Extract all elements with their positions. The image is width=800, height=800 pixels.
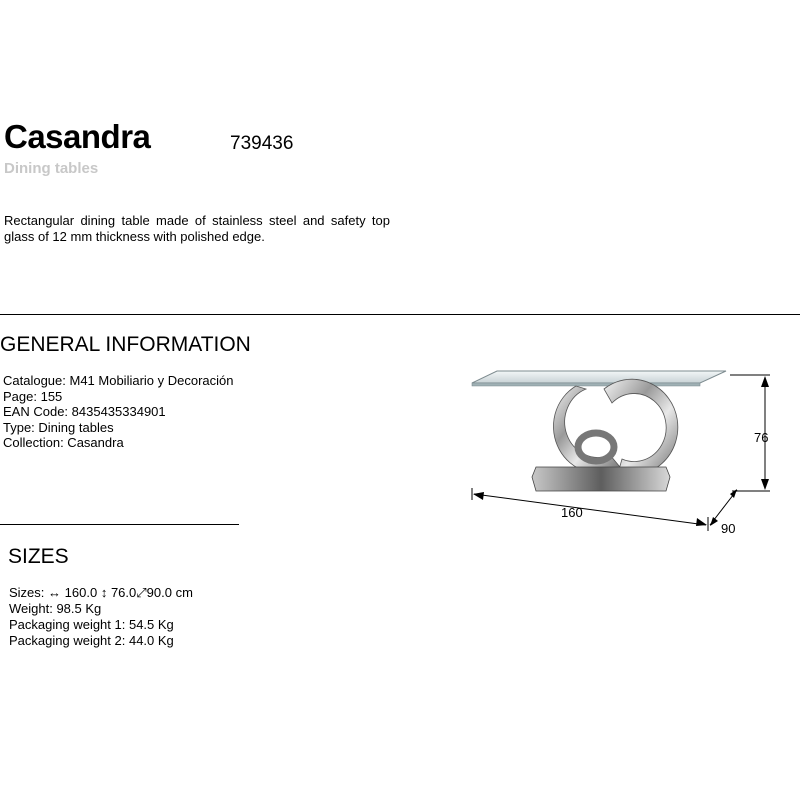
width-arrow-icon: ↔ xyxy=(48,585,62,600)
product-code: 739436 xyxy=(230,133,294,154)
depth-dimension-label: 90 xyxy=(721,521,736,536)
size-depth: 90.0 cm xyxy=(146,585,193,600)
sizes-line xyxy=(9,585,193,601)
steel-ring-base xyxy=(532,379,678,491)
width-dimension-label: 160 xyxy=(561,505,583,520)
ean-code-line: EAN Code: 8435435334901 xyxy=(3,404,166,419)
sizes-list xyxy=(9,585,193,649)
glass-top xyxy=(472,371,726,386)
section-divider xyxy=(0,314,800,315)
sizes-divider xyxy=(0,524,239,525)
page-line: Page: 155 xyxy=(3,388,63,404)
product-title: Casandra xyxy=(4,118,151,155)
collection-line: Collection: Casandra xyxy=(3,435,124,450)
product-category: Dining tables xyxy=(4,160,99,177)
packaging-weight-2-line: Packaging weight 2: 44.0 Kg xyxy=(9,633,174,648)
sizes-heading: SIZES xyxy=(8,545,69,568)
size-width: 160.0 xyxy=(64,585,98,600)
general-information-heading: GENERAL INFORMATION xyxy=(0,333,251,356)
general-information-list xyxy=(3,373,234,451)
height-dimension-label: 76 xyxy=(754,430,769,445)
type-line: Type: Dining tables xyxy=(3,419,114,435)
depth-arrow-icon: ⤢ xyxy=(136,585,147,600)
weight-line: Weight: 98.5 Kg xyxy=(9,601,102,616)
catalogue-line: Catalogue: M41 Mobiliario y Decoración xyxy=(3,373,234,388)
height-arrow-icon: ↕ xyxy=(97,585,111,600)
product-description: Rectangular dining table made of stainless steel and safety top glass of 12 mm thickness with polished edge. xyxy=(4,213,390,244)
sizes-label: Sizes: xyxy=(9,585,45,600)
size-height: 76.0 xyxy=(110,585,137,600)
packaging-weight-1-line: Packaging weight 1: 54.5 Kg xyxy=(9,617,174,632)
width-dimension xyxy=(472,488,708,531)
table-dimension-diagram xyxy=(462,355,782,545)
